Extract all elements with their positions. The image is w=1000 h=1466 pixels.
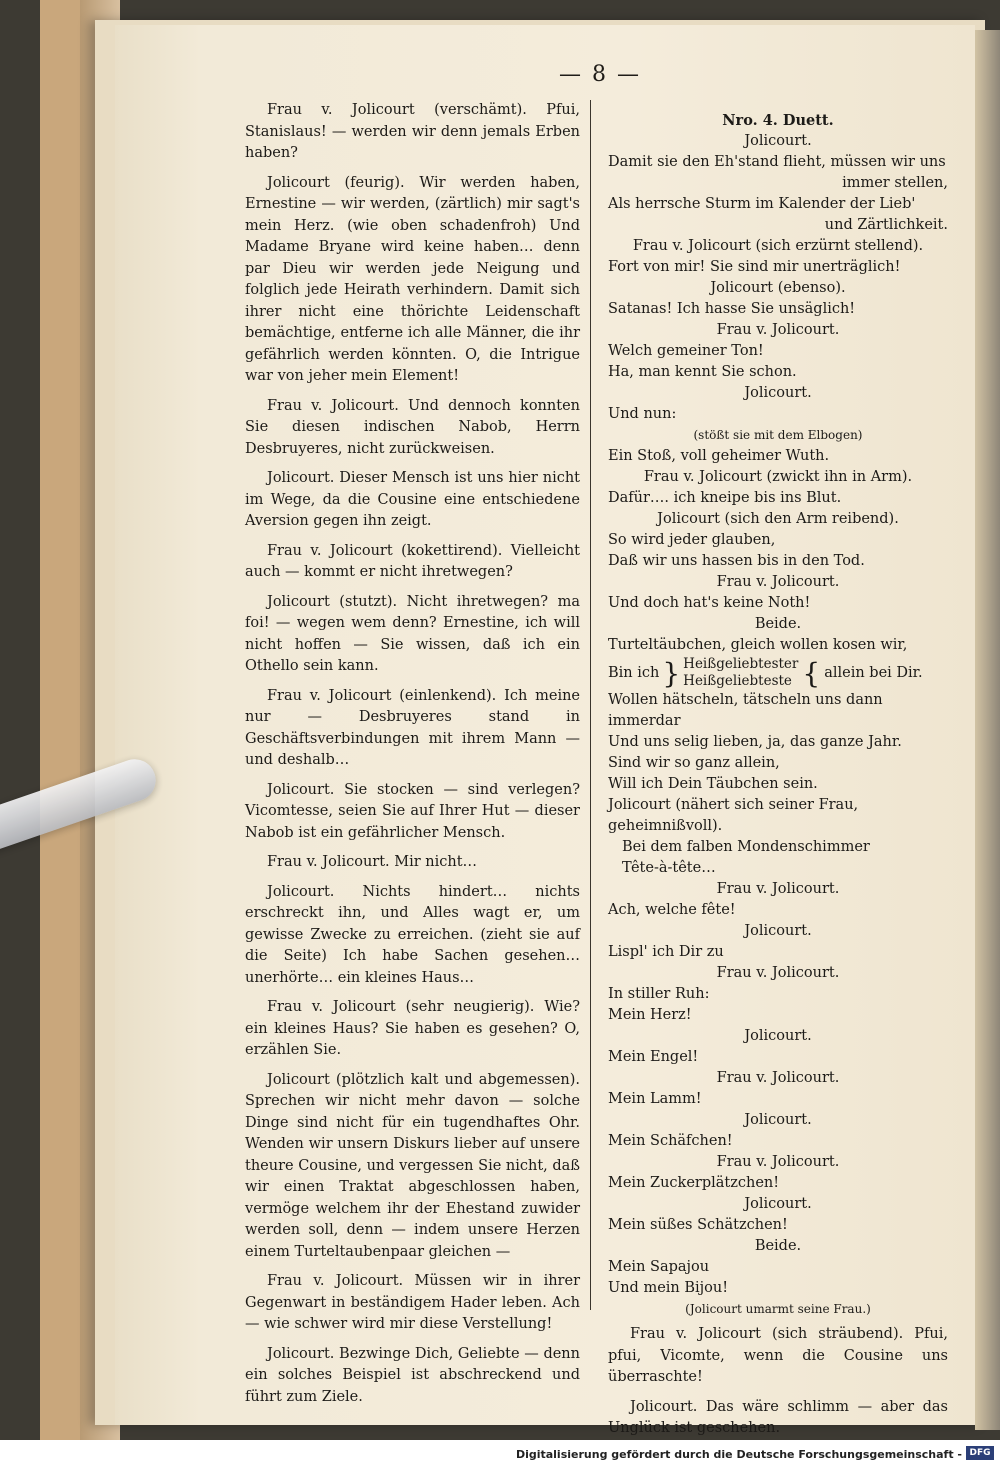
left-column xyxy=(245,100,580,1416)
dialogue-paragraph: Jolicourt (feurig). Wir werden haben, Ernestine — wir werden, (zärtlich) mir sagt's mein Herz. (wie oben schadenfroh) Und Madame Bryane wird keine haben… denn par Dieu wir werden jede Neigung und folglich jede Heirath verhindern. Damit sich ihrer nicht eine thörichte Leidenschaft bemächtige, entferne ich alle Männer, die ihr gefährlich werden könnten. O, die Intrigue war von jeher mein Element! xyxy=(245,174,580,384)
verse-line: Und uns selig lieben, ja, das ganze Jahr. xyxy=(608,734,902,750)
verse-line: Bei dem falben Mondenschimmer xyxy=(622,839,870,855)
dialogue-paragraph: Frau v. Jolicourt (sehr neugierig). Wie? ein kleines Haus? Sie haben es gesehen? O, erzählen Sie. xyxy=(245,999,580,1058)
dialogue-paragraph: Jolicourt. Das wäre schlimm — aber das Unglück ist geschehen. xyxy=(608,1398,948,1436)
dialogue-paragraph: Jolicourt. Dieser Mensch ist uns hier nicht im Wege, da die Cousine eine entschiedene Aversion gegen ihn zeigt. xyxy=(245,470,580,529)
dialogue-paragraph: Jolicourt (plötzlich kalt und abgemessen). Sprechen wir nicht mehr davon — solche Dinge sind nicht für ein tugendhaftes Ohr. Wenden wir unsern Diskurs lieber auf unsere theure Cousine, und vergessen Sie nicht, daß wir einen Traktat abgeschlossen haben, vermöge welchem ihr der Ehestand zuwider werden soll, denn — indem unsere Herzen einem Turteltaubenpaar gleichen — xyxy=(245,1071,580,1260)
column-divider xyxy=(590,100,591,1310)
verse-line: In stiller Ruh: xyxy=(608,986,710,1002)
verse-line: Lispl' ich Dir zu xyxy=(608,944,724,960)
verse-line: immer stellen, xyxy=(842,175,948,191)
dialogue-paragraph: Frau v. Jolicourt (kokettirend). Vielleicht auch — kommt er nicht ihretwegen? xyxy=(245,542,580,580)
verse-line: Mein Zuckerplätzchen! xyxy=(608,1175,780,1191)
alternative-word: Heißgeliebteste xyxy=(683,673,792,689)
verse-line: Ha, man kennt Sie schon. xyxy=(608,364,797,380)
verse-line: Mein süßes Schätzchen! xyxy=(608,1217,788,1233)
verse-line: So wird jeder glauben, xyxy=(608,532,776,548)
verse-line: Mein Lamm! xyxy=(608,1091,702,1107)
brace-left: } xyxy=(662,656,681,690)
brace-verse-line xyxy=(608,656,948,690)
dialogue-paragraph: Frau v. Jolicourt. Und dennoch konnten Sie diesen indischen Nabob, Herrn Desbruyeres, nicht zurückweisen. xyxy=(245,397,580,457)
verse-line: Und doch hat's keine Noth! xyxy=(608,595,811,611)
stage-direction: (stößt sie mit dem Elbogen) xyxy=(693,428,863,442)
dialogue-paragraph: Jolicourt (stutzt). Nicht ihretwegen? ma foi! — wegen wem denn? Ernestine, ich will nicht hoffen — Sie wissen, daß ich ein Othello sein kann. xyxy=(245,593,580,674)
verse-line: Mein Sapajou xyxy=(608,1259,710,1275)
page-number: — 8 — xyxy=(559,62,641,87)
dialogue-paragraph: Frau v. Jolicourt. Mir nicht… xyxy=(267,854,478,870)
dialogue-paragraph: Jolicourt. Sie stocken — sind verlegen? Vicomtesse, seien Sie auf Ihrer Hut — dieser Nabob ist ein gefährlicher Mensch. xyxy=(245,781,580,841)
speaker-label: Frau v. Jolicourt. xyxy=(716,574,840,590)
verse-line: Und mein Bijou! xyxy=(608,1280,729,1296)
dialogue-paragraph: Jolicourt. Bezwinge Dich, Geliebte — denn ein solches Beispiel ist abschreckend und führt zum Ziele. xyxy=(245,1345,580,1405)
verse-line: Sind wir so ganz allein, xyxy=(608,755,780,771)
verse-fragment: allein bei Dir. xyxy=(824,664,923,681)
verse-line: Ach, welche fête! xyxy=(608,902,736,918)
verse-line: Und nun: xyxy=(608,406,677,422)
speaker-label: Jolicourt. xyxy=(744,923,812,939)
stage-direction: (Jolicourt umarmt seine Frau.) xyxy=(685,1302,871,1316)
verse-line: Turteltäubchen, gleich wollen kosen wir, xyxy=(608,637,908,653)
speaker-label: Jolicourt. xyxy=(744,1112,812,1128)
verse-line: Mein Herz! xyxy=(608,1007,692,1023)
footer-credit: Digitalisierung gefördert durch die Deutsche Forschungsgemeinschaft - xyxy=(515,1448,962,1461)
speaker-label: Frau v. Jolicourt. xyxy=(716,1070,840,1086)
brace-right: { xyxy=(802,656,821,690)
speaker-label: Frau v. Jolicourt (sich erzürnt stellend). xyxy=(632,238,924,254)
verse-line: Will ich Dein Täubchen sein. xyxy=(608,776,818,792)
verse-line: Mein Schäfchen! xyxy=(608,1133,733,1149)
verse-line: Als herrsche Sturm im Kalender der Lieb' xyxy=(608,196,916,212)
verse-line: Fort von mir! Sie sind mir unerträglich! xyxy=(608,259,901,275)
page-edge-shadow xyxy=(975,30,1000,1430)
right-column xyxy=(608,110,948,1440)
verse-line: Ein Stoß, voll geheimer Wuth. xyxy=(608,448,830,464)
footer-bar xyxy=(0,1440,1000,1466)
brace-alternatives xyxy=(683,656,798,690)
speaker-label: Jolicourt (ebenso). xyxy=(710,280,846,296)
speaker-label: Frau v. Jolicourt. xyxy=(716,1154,840,1170)
dialogue-paragraph: Frau v. Jolicourt. Müssen wir in ihrer Gegenwart in beständigem Hader leben. Ach — wie schwer wird mir diese Verstellung! xyxy=(245,1273,580,1332)
speaker-label: Jolicourt (nähert sich seiner Frau, geheimnißvoll). xyxy=(608,797,859,834)
verse-line: Mein Engel! xyxy=(608,1049,699,1065)
dfg-logo: DFG xyxy=(966,1446,994,1460)
alternative-word: Heißgeliebtester xyxy=(683,656,799,672)
dialogue-paragraph: Frau v. Jolicourt (sich sträubend). Pfui, pfui, Vicomte, wenn die Cousine uns überraschte! xyxy=(608,1326,948,1385)
verse-fragment: Bin ich xyxy=(608,664,660,681)
speaker-label: Jolicourt. xyxy=(744,133,812,149)
verse-line: Satanas! Ich hasse Sie unsäglich! xyxy=(608,301,856,317)
speaker-label: Frau v. Jolicourt. xyxy=(716,965,840,981)
dialogue-paragraph: Frau v. Jolicourt (einlenkend). Ich meine nur — Desbruyeres stand in Geschäftsverbindungen mit ihrem Mann — und deshalb… xyxy=(245,687,580,768)
verse-line: Welch gemeiner Ton! xyxy=(608,343,764,359)
speaker-label: Beide. xyxy=(754,1238,802,1254)
verse-line: Dafür…. ich kneipe bis ins Blut. xyxy=(608,490,842,506)
speaker-label: Frau v. Jolicourt. xyxy=(716,322,840,338)
verse-line: Tête-à-tête… xyxy=(622,860,716,876)
speaker-label: Frau v. Jolicourt (zwickt ihn in Arm). xyxy=(643,469,913,485)
verse-line: Daß wir uns hassen bis in den Tod. xyxy=(608,553,865,569)
speaker-label: Jolicourt. xyxy=(744,385,812,401)
dialogue-paragraph: Frau v. Jolicourt (verschämt). Pfui, Stanislaus! — werden wir denn jemals Erben haben? xyxy=(245,102,580,161)
speaker-label: Beide. xyxy=(754,616,802,632)
speaker-label: Jolicourt. xyxy=(744,1028,812,1044)
verse-line: Wollen hätscheln, tätscheln uns dann immerdar xyxy=(608,692,883,729)
dialogue-paragraph: Jolicourt. Nichts hindert… nichts erschreckt ihn, und Alles wagt er, um gewisse Zwecke zu erreichen. (zieht sie auf die Seite) Ich habe Sachen gesehen… unerhörte… ein kleines Haus… xyxy=(245,883,580,986)
speaker-label: Jolicourt. xyxy=(744,1196,812,1212)
song-heading: Nro. 4. Duett. xyxy=(722,112,834,129)
verse-line: und Zärtlichkeit. xyxy=(824,217,948,233)
verse-line: Damit sie den Eh'stand flieht, müssen wir uns xyxy=(608,154,946,170)
speaker-label: Frau v. Jolicourt. xyxy=(716,881,840,897)
speaker-label: Jolicourt (sich den Arm reibend). xyxy=(657,511,899,527)
